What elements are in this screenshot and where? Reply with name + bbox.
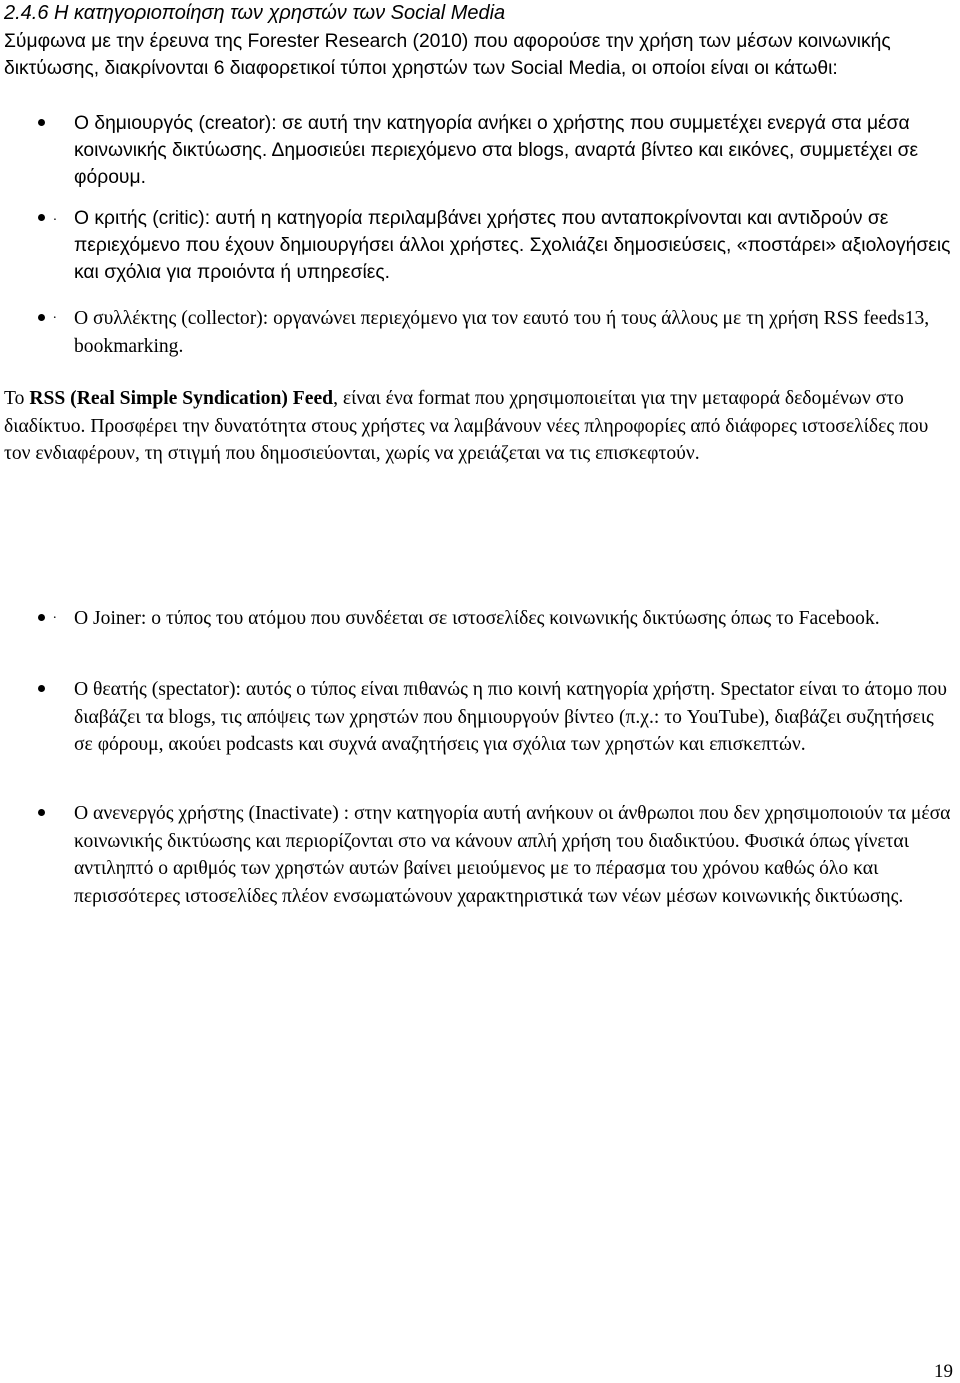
bullet-icon <box>38 119 45 126</box>
stray-mark: . <box>53 207 57 223</box>
list-item-text: Ο Joiner: ο τύπος του ατόμου που συνδέεται σε ιστοσελίδες κοινωνικής δικτύωσης όπως το Facebook. <box>74 608 880 629</box>
list-item-text: Ο ανενεργός χρήστης (Inactivate) : στην κατηγορία αυτή ανήκουν οι άνθρωποι που δεν χρησιμοποιούν τα μέσα κοινωνικής δικτύωσης και περιορίζονται στο να κάνουν απλή χρήση του διαδικτύου. Φυσικά όπως γίνεται αντιληπτό ο αριθμός των χρηστών αυτών βαίνει μειούμενος με το πέρασμα του χρόνου καθώς όλο και περισσότερες ιστοσελίδες πλέον ενσωματώνουν χαρακτηριστικά των νέων μέσων κοινωνικής δικτύωσης. <box>74 803 951 907</box>
intro-paragraph: Σύμφωνα με την έρευνα της Forester Research (2010) που αφορούσε την χρήση των μέσων κοινωνικής δικτύωσης, διακρίνονται 6 διαφορετικοί τύποι χρηστών των Social Media, οι οποίοι είναι οι κάτωθι: <box>4 31 891 79</box>
bullet-icon <box>38 685 45 692</box>
bullet-icon <box>38 809 45 816</box>
bullet-icon <box>38 614 45 621</box>
list-item-text: Ο θεατής (spectator): αυτός ο τύπος είναι πιθανώς η πιο κοινή κατηγορία χρήστη. Spectator είναι το άτομο που διαβάζει τα blogs, τις απόψεις των χρηστών που δημιουργούν βίντεο (π.χ.: το YouTube), διαβάζει συζητήσεις σε φόρουμ, ακούει podcasts και συχνά αναζητήσεις για σχόλια των χρηστών και επισκεπτών. <box>74 679 948 755</box>
list-item-text: Ο συλλέκτης (collector): οργανώνει περιεχόμενο για τον εαυτό του ή τους άλλους με τη χρήση RSS feeds13, bookmarking. <box>74 308 930 357</box>
rss-paragraph <box>4 385 954 468</box>
bullet-icon <box>38 214 45 221</box>
rss-term: RSS (Real Simple Syndication) Feed <box>29 388 334 409</box>
list-item-text: Ο δημιουργός (creator): σε αυτή την κατηγορία ανήκει ο χρήστης που συμμετέχει ενεργά στα μέσα κοινωνικής δικτύωσης. Δημοσιεύει περιεχόμενο στα blogs, αναρτά βίντεο και εικόνες, συμμετέχει σε φόρουμ. <box>74 113 919 188</box>
list-item-text: Ο κριτής (critic): αυτή η κατηγορία περιλαμβάνει χρήστες που ανταποκρίνονται και αντιδρούν σε περιεχόμενο που έχουν δημιουργήσει άλλοι χρήστες. Σχολιάζει δημοσιεύσεις, «ποστάρει» αξιολογήσεις και σχόλια για προιόντα ή υπηρεσίες. <box>74 208 951 283</box>
rss-prefix: Το <box>4 388 30 409</box>
rss-body: , είναι ένα format που χρησιμοποιείται για την μεταφορά δεδομένων στο διαδίκτυο. Προσφέρει την δυνατότητα στους χρήστες να λαμβάνουν νέες πληροφορίες από διάφορες ιστοσελίδες που τον ενδιαφέρουν, τη στιγμή που δημοσιεύονται, χωρίς να χρειάζεται να τις επισκεφτούν. <box>4 388 929 464</box>
stray-mark: . <box>53 607 57 622</box>
bullet-icon <box>38 314 45 321</box>
page-number: 19 <box>934 1361 953 1382</box>
stray-mark: . <box>53 307 57 322</box>
section-heading: 2.4.6 Η κατηγοριοποίηση των χρηστών των Social Media <box>4 2 506 24</box>
